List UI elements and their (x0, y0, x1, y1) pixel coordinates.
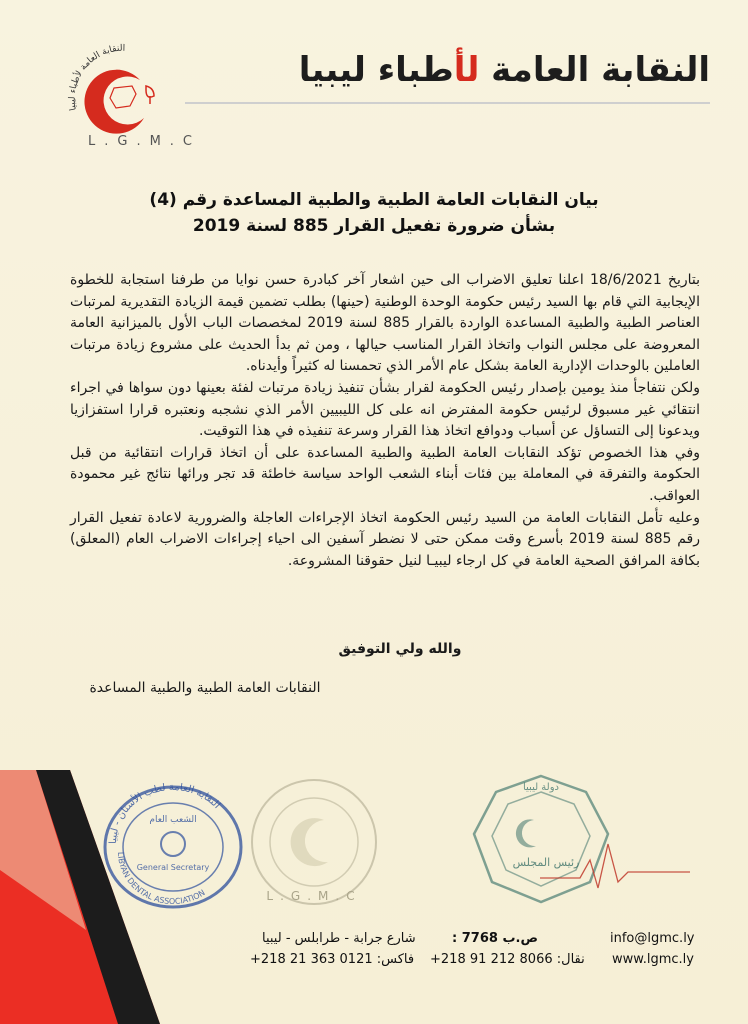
faded-stamp-letters: L.G.M.C (266, 889, 362, 903)
closing-phrase: والله ولي التوفيق (338, 641, 462, 657)
logo-letters: L.G.M.C (88, 134, 202, 149)
header-divider (185, 102, 710, 104)
state-stamp-top: دولة ليبيا (522, 782, 560, 793)
footer-mobile: نقال: 8066 212 91 218+ (430, 952, 585, 967)
paragraph-2: ولكن نتفاجأ منذ يومين بإصدار رئيس الحكومة لقرار بشأن تنفيذ زيادة مرتبات لفئة بعينها دون سواها في اجراء انتقائي غير مسبوق لرئيس حكومة المفترض انه على كل الليبيين الأمر الذي نشجبه ونعتبره قرارا استفزازيا ويدعونا إلى التساؤل عن أسباب ودوافع اتخاذ هذا القرار وسرعة تنفيذه في هذا التوقيت. (70, 379, 700, 440)
footer-address: شارع جرابة - طرابلس - ليبيا (262, 931, 416, 946)
bowl-icon (146, 86, 154, 97)
logo-ring-text: النقابة العامة لأطباء ليبيا (67, 43, 126, 112)
libya-map-icon (110, 86, 136, 108)
heartbeat-line (540, 836, 690, 896)
paragraph-1: بتاريخ 18/6/2021 اعلنا تعليق الاضراب الى حين اشعار آخر كبادرة حسن نوايا من طرفنا استجابة للخطوة الإيجابية التي قام بها السيد رئيس حكومة الوحدة الوطنية (حينها) بطلب تضمين قيمة الزيادة التقديرية لمرتبات العناصر الطبية والطبية المساعدة الواردة بالقرار 885 لسنة 2019 لمخصصات الباب الأول بالميزانية العامة المعروضة على مجلس النواب واتخاذ القرار المناسب حيالها ، ومن ثم بدأ الحديث على مشروع زيادة مرتبات العاملين بالوحدات الإدارية العامة بشكل عام الأمر الذي تحمسنا له كثيراً وأيدناه. (70, 272, 700, 375)
state-crescent-icon (516, 819, 536, 847)
crescent-icon (84, 70, 144, 134)
brand-title-rest: طباء ليبيا (298, 50, 454, 90)
lgmc-faded-stamp (244, 772, 384, 922)
footer-website[interactable]: www.lgmc.ly (612, 952, 694, 967)
dental-stamp-inner: الشعب العام (149, 815, 197, 825)
faded-crescent-icon (291, 818, 328, 866)
statement-body (70, 270, 700, 572)
brand-title (299, 50, 710, 90)
decorative-triangle (0, 770, 160, 1024)
dental-stamp-en2: LIBYAN DENTAL ASSOCIATION (115, 851, 207, 907)
dental-stamp-ring-text: النقابة العامة لطب الأسنان - ليبيا (107, 782, 223, 845)
footer-fax: فاكس: 0121 363 21 218+ (250, 952, 415, 967)
footer-email[interactable]: info@lgmc.ly (610, 931, 695, 946)
footer-pobox: ص.ب 7768 : (452, 931, 538, 946)
document-title: بيان النقابات العامة الطبية والطبية المساعدة رقم (4) (149, 190, 599, 210)
dental-stamp-en1: General Secretary (136, 863, 210, 872)
document-subtitle: بشأن ضرورة تفعيل القرار 885 لسنة 2019 (192, 216, 556, 236)
brand-title-main: النقابة العامة (479, 50, 710, 90)
tooth-icon (161, 832, 185, 856)
paragraph-4: وعليه تأمل النقابات العامة من السيد رئيس الحكومة اتخاذ الإجراءات العاجلة والضرورية لاعادة تفعيل القرار رقم 885 لسنة 2019 بأسرع وقت ممكن حتى لا نضطر آسفين الى احياء إجراءات الاضراب العام (المعلق) بكافة المرافق الصحية العامة في كل ارجاء ليبيـا لنيل حقوقنا المشروعة. (70, 509, 700, 569)
paragraph-3: وفي هذا الخصوص تؤكد النقابات العامة الطبية والطبية المساعدة على أن اتخاذ قرارات انتقائية من قبل الحكومة والتفرقة في المعاملة بين فئات أبناء الشعب الواحد سياسة خاطئة قد تجر ورائها نتائج غير محمودة العواقب. (70, 444, 700, 504)
state-stamp-middle: رئيس المجلس (512, 856, 580, 869)
signatory: النقابات العامة الطبية والطبية المساعدة (89, 680, 321, 696)
brand-title-red: لأ (453, 50, 480, 90)
